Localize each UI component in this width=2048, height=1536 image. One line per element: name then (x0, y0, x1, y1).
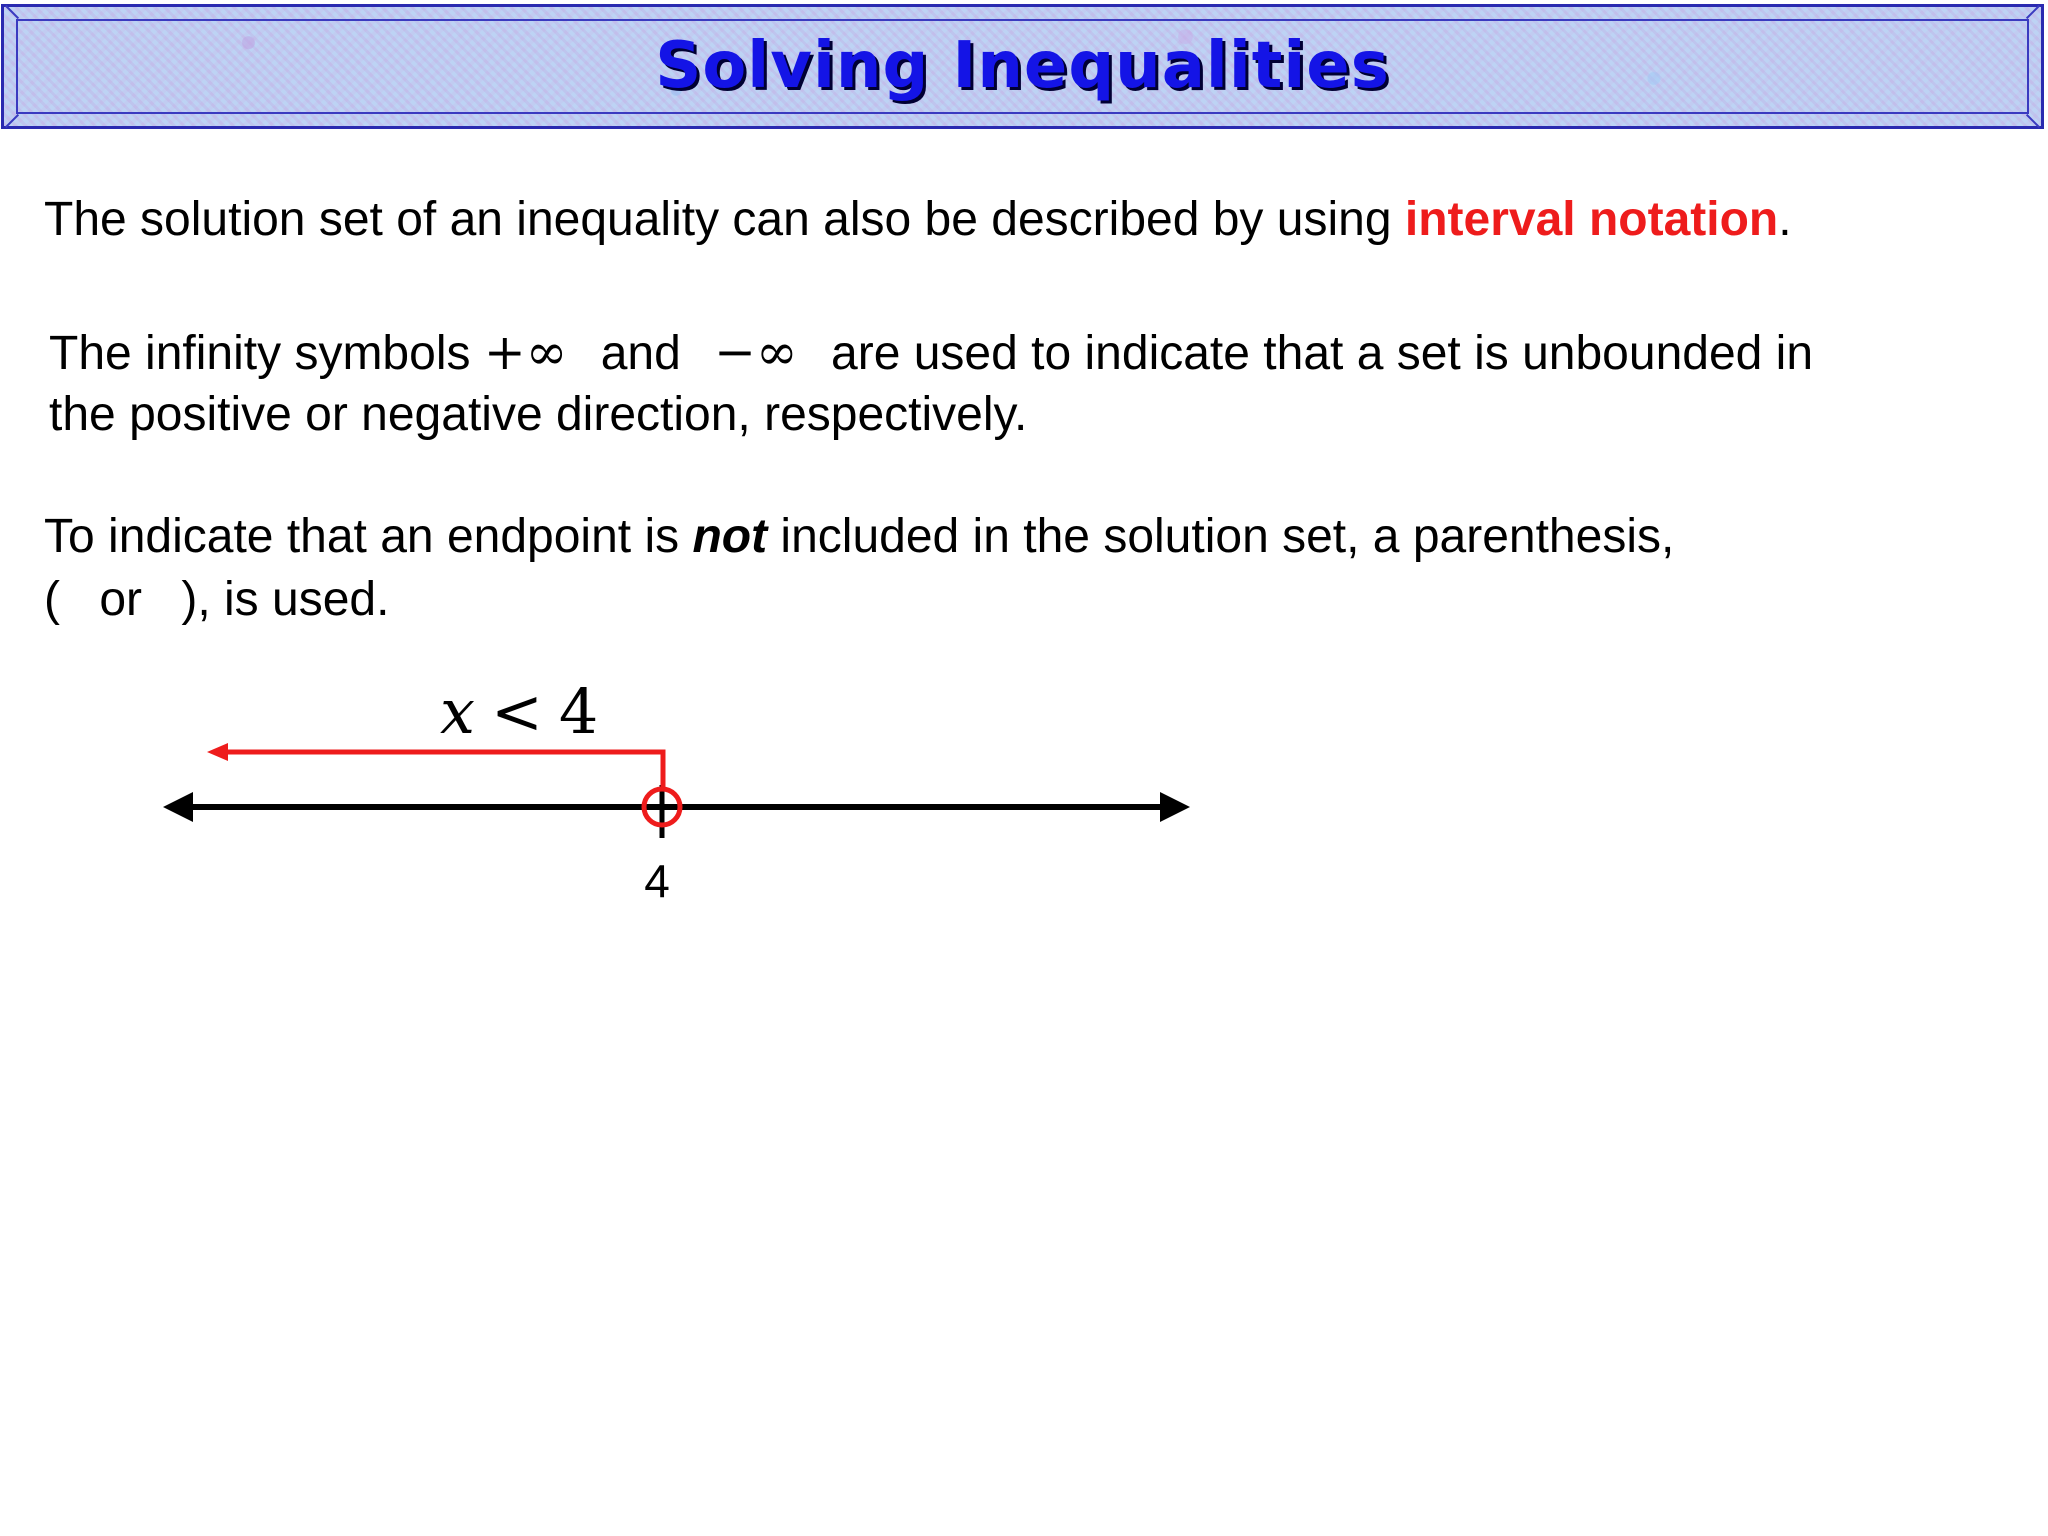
axis-right-arrowhead (1160, 792, 1190, 822)
negative-infinity-symbol: −∞ (714, 323, 798, 381)
solution-ray (222, 752, 663, 787)
paragraph-text: or (85, 573, 156, 626)
inequality-variable: x (440, 675, 475, 748)
paragraph-text: The infinity symbols (49, 327, 484, 380)
close-parenthesis-text: ), is used. (181, 573, 390, 626)
paragraph-period: . (1778, 193, 1792, 246)
positive-infinity-symbol: +∞ (483, 323, 568, 381)
paragraph-text: The solution set of an inequality can also be described by using (44, 193, 1405, 246)
paragraph-text: are used to indicate that a set is unbounded in (817, 327, 1814, 380)
tick-label-4: 4 (644, 855, 670, 907)
inequality-operator: < (490, 675, 543, 748)
paragraph-text: included in the solution set, a parenthesis, (767, 510, 1675, 563)
axis-left-arrowhead (163, 792, 193, 822)
paragraph-text: and (587, 327, 695, 380)
inequality-label (440, 675, 598, 748)
solution-arrowhead (207, 743, 228, 761)
interval-notation-term: interval notation (1404, 193, 1779, 246)
slide-title: Solving Inequalities (655, 29, 1390, 103)
infinity-paragraph-line2: the positive or negative direction, respectively. (49, 388, 1028, 441)
open-parenthesis-glyph: ( (44, 573, 60, 626)
paragraph-text: To indicate that an endpoint is (44, 510, 693, 563)
inequality-value: 4 (558, 675, 599, 748)
not-emphasis: not (692, 510, 768, 563)
